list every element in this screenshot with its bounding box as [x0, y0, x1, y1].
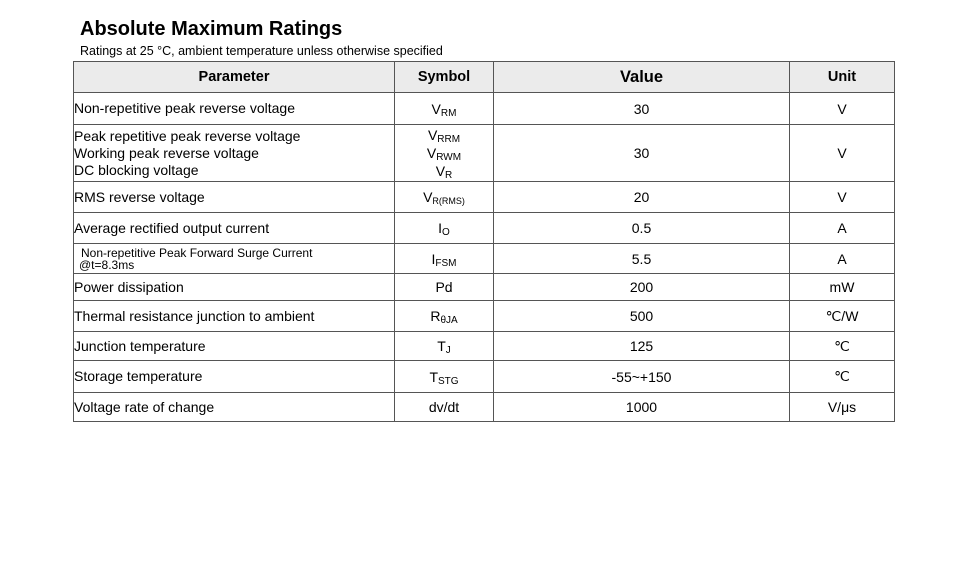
symbol-main: V: [427, 127, 438, 143]
table-row: [74, 244, 895, 274]
symbol-main: R: [430, 308, 441, 324]
symbol: [395, 307, 493, 325]
symbol: [395, 188, 493, 206]
table-header-row: [74, 62, 895, 93]
symbol-subscript: RM: [440, 107, 457, 119]
symbol: [395, 219, 493, 237]
parameter-text: Storage temperature: [74, 368, 203, 384]
symbol-subscript: RRM: [437, 134, 461, 145]
parameter-text: Non-repetitive Peak Forward Surge Current: [81, 245, 313, 260]
parameter-cell: [74, 301, 395, 332]
value-cell: 0.5: [494, 213, 790, 244]
table-row: [74, 332, 895, 361]
symbol-subscript: RWM: [436, 152, 462, 163]
parameter-cell: [74, 213, 395, 244]
symbol-main: Pd: [435, 279, 453, 295]
unit-cell: V/μs: [790, 393, 895, 422]
value-cell: 20: [494, 182, 790, 213]
parameter-text: Working peak reverse voltage: [74, 144, 259, 161]
symbol-cell: [395, 361, 494, 393]
parameter-cell: [74, 393, 395, 422]
table-row: [74, 361, 895, 393]
parameter-text: Power dissipation: [74, 278, 184, 295]
table-row: [74, 301, 895, 332]
symbol: [395, 250, 493, 268]
symbol-cell: [395, 393, 494, 422]
value-cell: 200: [494, 274, 790, 301]
ratings-table: [73, 61, 895, 422]
symbol-cell: [395, 274, 494, 301]
symbol-subscript: STG: [438, 375, 459, 387]
symbol: [395, 398, 493, 416]
unit-cell: A: [790, 244, 895, 274]
symbol-subscript: O: [442, 227, 450, 238]
value-cell: 1000: [494, 393, 790, 422]
unit-cell: V: [790, 93, 895, 125]
parameter-text: Peak repetitive peak reverse voltage: [74, 127, 301, 144]
symbol-cell: [395, 125, 494, 182]
symbol-subscript: FSM: [435, 257, 457, 269]
parameter-cell: [74, 332, 395, 361]
header-symbol: Symbol: [395, 62, 494, 93]
header-unit: Unit: [790, 62, 895, 93]
unit-cell: V: [790, 182, 895, 213]
symbol: [395, 368, 493, 386]
parameter-text: Junction temperature: [74, 337, 206, 354]
unit-cell: ℃/W: [790, 301, 895, 332]
symbol-cell: [395, 93, 494, 125]
parameter-text: RMS reverse voltage: [74, 188, 205, 205]
section-subtitle: Ratings at 25 °C, ambient temperature unless otherwise specified: [80, 44, 443, 58]
table-row: [74, 274, 895, 301]
symbol: [395, 162, 493, 180]
symbol-main: I: [431, 250, 436, 267]
parameter-text: Thermal resistance junction to ambient: [74, 307, 315, 324]
unit-cell: ℃: [790, 361, 895, 393]
symbol-cell: [395, 213, 494, 244]
header-parameter: Parameter: [74, 62, 395, 93]
symbol-subscript: R: [445, 170, 453, 181]
parameter-text: Voltage rate of change: [74, 398, 215, 415]
symbol: [395, 337, 493, 355]
symbol-main: V: [423, 189, 433, 205]
parameter-cell: [74, 244, 395, 274]
parameter-text: DC blocking voltage: [74, 161, 199, 178]
parameter-cell: [74, 274, 395, 301]
value-cell: -55~+150: [494, 361, 790, 393]
value-cell: 30: [494, 93, 790, 125]
symbol-main: V: [431, 100, 441, 117]
symbol-main: dv/dt: [428, 399, 460, 415]
parameter-text: @t=8.3ms: [79, 257, 135, 272]
symbol-main: V: [435, 163, 446, 179]
table-row: [74, 393, 895, 422]
parameter-cell: [74, 182, 395, 213]
symbol-main: V: [426, 145, 437, 161]
symbol-cell: [395, 244, 494, 274]
table-row: [74, 93, 895, 125]
symbol-cell: [395, 182, 494, 213]
symbol-subscript: R(RMS): [432, 196, 465, 206]
value-cell: 30: [494, 125, 790, 182]
symbol: [395, 100, 493, 118]
parameter-text: Average rectified output current: [74, 219, 270, 236]
parameter-cell: [74, 93, 395, 125]
section-title: Absolute Maximum Ratings: [80, 18, 343, 40]
symbol: [395, 126, 493, 144]
parameter-cell: [74, 361, 395, 393]
symbol: [395, 278, 493, 296]
table-row: [74, 182, 895, 213]
unit-cell: V: [790, 125, 895, 182]
value-cell: 500: [494, 301, 790, 332]
symbol-main: T: [429, 368, 438, 385]
symbol-subscript: θJA: [440, 315, 458, 326]
header-value: Value: [494, 62, 790, 93]
parameter-text: Non-repetitive peak reverse voltage: [74, 100, 296, 116]
symbol: [395, 144, 493, 162]
unit-cell: A: [790, 213, 895, 244]
symbol-subscript: J: [445, 345, 451, 356]
table-row: [74, 125, 895, 182]
value-cell: 125: [494, 332, 790, 361]
unit-cell: mW: [790, 274, 895, 301]
value-cell: 5.5: [494, 244, 790, 274]
symbol-cell: [395, 301, 494, 332]
symbol-main: T: [437, 338, 446, 354]
table-row: [74, 213, 895, 244]
unit-cell: ℃: [790, 332, 895, 361]
symbol-main: I: [438, 220, 443, 236]
symbol-cell: [395, 332, 494, 361]
parameter-cell: [74, 125, 395, 182]
